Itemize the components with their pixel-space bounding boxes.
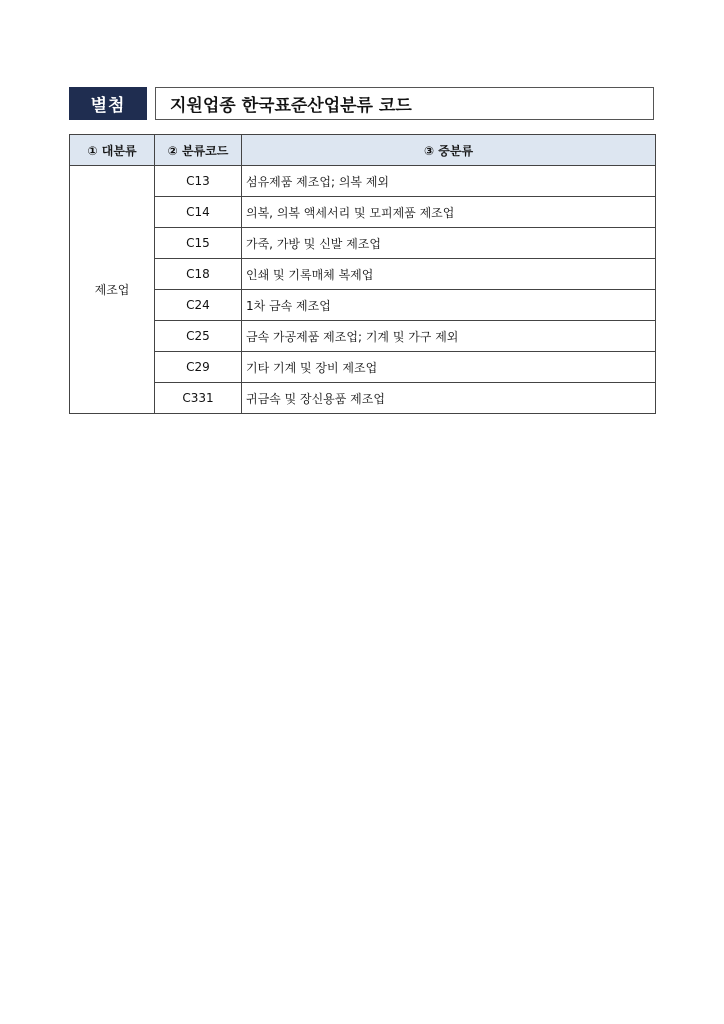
category-name-cell: 의복, 의복 액세서리 및 모피제품 제조업 (242, 197, 656, 228)
code-cell: C29 (155, 352, 242, 383)
table-row (70, 321, 656, 352)
column-header-middle: ③ 중분류 (242, 135, 656, 166)
attachment-badge: 별첨 (69, 87, 147, 120)
industry-code-table (69, 134, 656, 414)
column-header-major: ① 대분류 (70, 135, 155, 166)
code-cell: C14 (155, 197, 242, 228)
code-cell: C13 (155, 166, 242, 197)
category-name-cell: 귀금속 및 장신용품 제조업 (242, 383, 656, 414)
code-cell: C24 (155, 290, 242, 321)
category-name-cell: 섬유제품 제조업; 의복 제외 (242, 166, 656, 197)
table-row (70, 352, 656, 383)
major-category-cell: 제조업 (70, 166, 155, 414)
table-header-row (70, 135, 656, 166)
title-row (69, 87, 654, 120)
page-title: 지원업종 한국표준산업분류 코드 (155, 87, 654, 120)
table-row (70, 166, 656, 197)
column-header-code: ② 분류코드 (155, 135, 242, 166)
category-name-cell: 기타 기계 및 장비 제조업 (242, 352, 656, 383)
table-row (70, 383, 656, 414)
code-cell: C25 (155, 321, 242, 352)
table-row (70, 197, 656, 228)
category-name-cell: 1차 금속 제조업 (242, 290, 656, 321)
table-row (70, 228, 656, 259)
category-name-cell: 금속 가공제품 제조업; 기계 및 가구 제외 (242, 321, 656, 352)
category-name-cell: 가죽, 가방 및 신발 제조업 (242, 228, 656, 259)
code-cell: C18 (155, 259, 242, 290)
code-cell: C15 (155, 228, 242, 259)
table-row (70, 290, 656, 321)
code-cell: C331 (155, 383, 242, 414)
category-name-cell: 인쇄 및 기록매체 복제업 (242, 259, 656, 290)
table-row (70, 259, 656, 290)
